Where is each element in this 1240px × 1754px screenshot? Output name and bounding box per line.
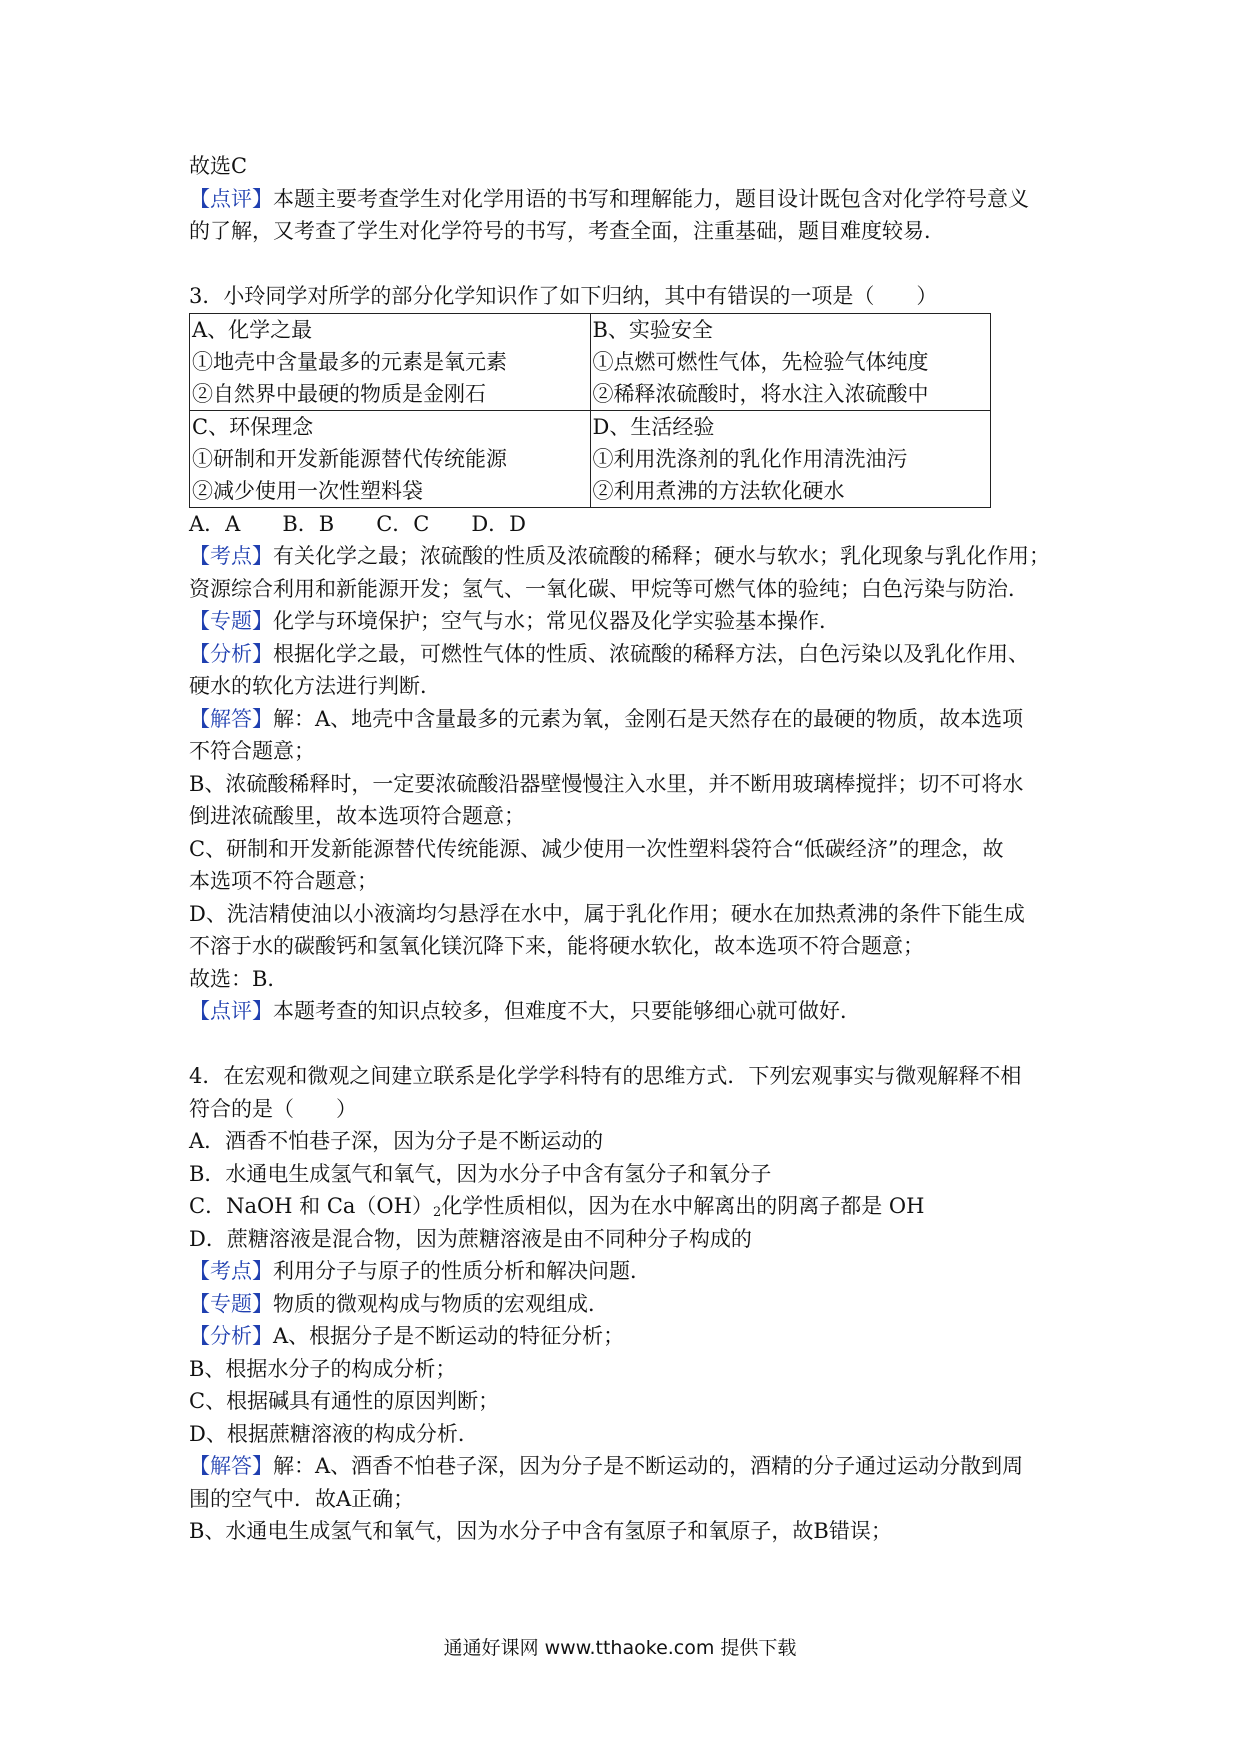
q3-answer: 故选：B． <box>189 966 289 991</box>
q3-comment <box>189 995 1069 1028</box>
option-c-part: C．NaOH 和 Ca（OH） <box>189 1194 433 1218</box>
zhuanti-text: 物质的微观构成与物质的宏观组成． <box>273 1291 609 1316</box>
option-c-part: 化学性质相似，因为在水中解离出的阴离子都是 OH <box>441 1194 925 1218</box>
kaodian-tag: 【考点】 <box>189 1259 273 1283</box>
cell-line: ①点燃可燃性气体，先检验气体纯度 <box>592 349 929 374</box>
kaodian-text: 利用分子与原子的性质分析和解决问题． <box>273 1259 651 1283</box>
comment-tag: 【点评】 <box>189 186 273 211</box>
zhuanti-tag: 【专题】 <box>189 1291 273 1316</box>
cell-title: A、化学之最 <box>192 317 313 342</box>
table-cell-b <box>590 313 991 410</box>
fenxi-text: A、根据分子是不断运动的特征分析； <box>273 1324 625 1348</box>
footer-watermark: 通通好课网 www.tthaoke.com 提供下载 <box>443 1637 797 1659</box>
comment-text: 本题考查的知识点较多，但难度不大，只要能够细心就可做好． <box>273 999 861 1023</box>
q4-stem: 4．在宏观和微观之间建立联系是化学学科特有的思维方式．下列宏观事实与微观解释不相 <box>189 1064 1022 1088</box>
cell-title: B、实验安全 <box>592 317 713 342</box>
cell-line: ①研制和开发新能源替代传统能源 <box>192 446 507 471</box>
cell-line: ②利用煮沸的方法软化硬水 <box>592 478 845 503</box>
jieda-text: 解：A、地壳中含量最多的元素为氧，金刚石是天然存在的最硬的物质，故本选项 <box>273 706 1024 731</box>
fenxi-tag: 【分析】 <box>189 1324 273 1348</box>
comment-line <box>189 183 1069 216</box>
q3-zhuanti <box>189 605 1069 638</box>
cell-line: ①利用洗涤剂的乳化作用清洗油污 <box>592 446 908 471</box>
q3-jieda <box>189 703 1069 736</box>
subscript: 2 <box>432 1205 442 1220</box>
q4-jieda-2: 围的空气中．故A正确； <box>189 1486 415 1511</box>
comment-text: 本题主要考查学生对化学用语的书写和理解能力，题目设计既包含对化学符号意义 <box>273 186 1029 211</box>
cell-line: ②减少使用一次性塑料袋 <box>192 478 423 503</box>
table-cell-d <box>590 410 991 507</box>
comment-tag: 【点评】 <box>189 999 273 1023</box>
q4-fenxi-d: D、根据蔗糖溶液的构成分析． <box>189 1421 479 1446</box>
q3-d2: 不溶于水的碳酸钙和氢氧化镁沉降下来，能将硬水软化，故本选项不符合题意； <box>189 934 924 958</box>
kaodian-text: 有关化学之最；浓硫酸的性质及浓硫酸的稀释；硬水与软水；乳化现象与乳化作用； <box>273 544 1050 568</box>
cell-line: ②自然界中最硬的物质是金刚石 <box>192 381 486 406</box>
q4-stem-2: 符合的是（ ） <box>189 1096 357 1121</box>
q4-option-c <box>189 1190 1069 1223</box>
q4-option-b: B．水通电生成氢气和氧气，因为水分子中含有氢分子和氧分子 <box>189 1161 772 1186</box>
zhuanti-tag: 【专题】 <box>189 609 273 633</box>
q3-c1: C、研制和开发新能源替代传统能源、减少使用一次性塑料袋符合“低碳经济”的理念，故 <box>189 836 1004 861</box>
q4-b: B、水通电生成氢气和氧气，因为水分子中含有氢原子和氧原子，故B错误； <box>189 1519 892 1543</box>
q3-c2: 本选项不符合题意； <box>189 869 378 893</box>
q4-zhuanti <box>189 1288 1069 1321</box>
table-cell-a <box>190 313 591 410</box>
q4-fenxi-b: B、根据水分子的构成分析； <box>189 1356 457 1381</box>
cell-line: ②稀释浓硫酸时，将水注入浓硫酸中 <box>592 381 929 406</box>
q4-fenxi <box>189 1320 1069 1353</box>
cell-title: C、环保理念 <box>192 414 314 439</box>
kaodian-tag: 【考点】 <box>189 544 273 568</box>
q3-kaodian-2: 资源综合利用和新能源开发；氢气、一氧化碳、甲烷等可燃气体的验纯；白色污染与防治． <box>189 576 1029 601</box>
q3-d1: D、洗洁精使油以小液滴均匀悬浮在水中，属于乳化作用；硬水在加热煮沸的条件下能生成 <box>189 901 1025 926</box>
q3-fenxi <box>189 638 1069 671</box>
fenxi-text: 根据化学之最，可燃性气体的性质、浓硫酸的稀释方法，白色污染以及乳化作用、 <box>273 641 1029 666</box>
answer-line: 故选C <box>189 154 248 178</box>
document-body <box>189 150 1069 1548</box>
q3-kaodian <box>189 540 1069 573</box>
q3-options-table <box>189 313 991 508</box>
q3-b1: B、浓硫酸稀释时，一定要浓硫酸沿器壁慢慢注入水里，并不断用玻璃棒搅拌；切不可将水 <box>189 771 1024 796</box>
jieda-tag: 【解答】 <box>189 1454 273 1478</box>
comment-line-2: 的了解，又考查了学生对化学符号的书写，考查全面，注重基础，题目难度较易． <box>189 219 945 243</box>
q4-fenxi-c: C、根据碱具有通性的原因判断； <box>189 1389 500 1413</box>
jieda-text: 解：A、酒香不怕巷子深，因为分子是不断运动的，酒精的分子通过运动分散到周 <box>273 1454 1024 1478</box>
q3-stem: 3．小玲同学对所学的部分化学知识作了如下归纳，其中有错误的一项是（ ） <box>189 284 938 308</box>
cell-line: ①地壳中含量最多的元素是氧元素 <box>192 349 507 374</box>
q4-option-a: A．酒香不怕巷子深，因为分子是不断运动的 <box>189 1129 604 1153</box>
q3-choices: A．A B．B C．C D．D <box>189 511 527 536</box>
table-cell-c <box>190 410 591 507</box>
fenxi-tag: 【分析】 <box>189 641 273 666</box>
zhuanti-text: 化学与环境保护；空气与水；常见仪器及化学实验基本操作． <box>273 609 840 633</box>
q3-fenxi-2: 硬水的软化方法进行判断． <box>189 674 441 698</box>
cell-title: D、生活经验 <box>592 414 715 439</box>
q4-option-d: D．蔗糖溶液是混合物，因为蔗糖溶液是由不同种分子构成的 <box>189 1226 752 1251</box>
jieda-tag: 【解答】 <box>189 706 273 731</box>
q4-jieda <box>189 1450 1069 1483</box>
q3-b2: 倒进浓硫酸里，故本选项符合题意； <box>189 804 525 828</box>
q3-jieda-2: 不符合题意； <box>189 739 315 763</box>
q4-kaodian <box>189 1255 1069 1288</box>
